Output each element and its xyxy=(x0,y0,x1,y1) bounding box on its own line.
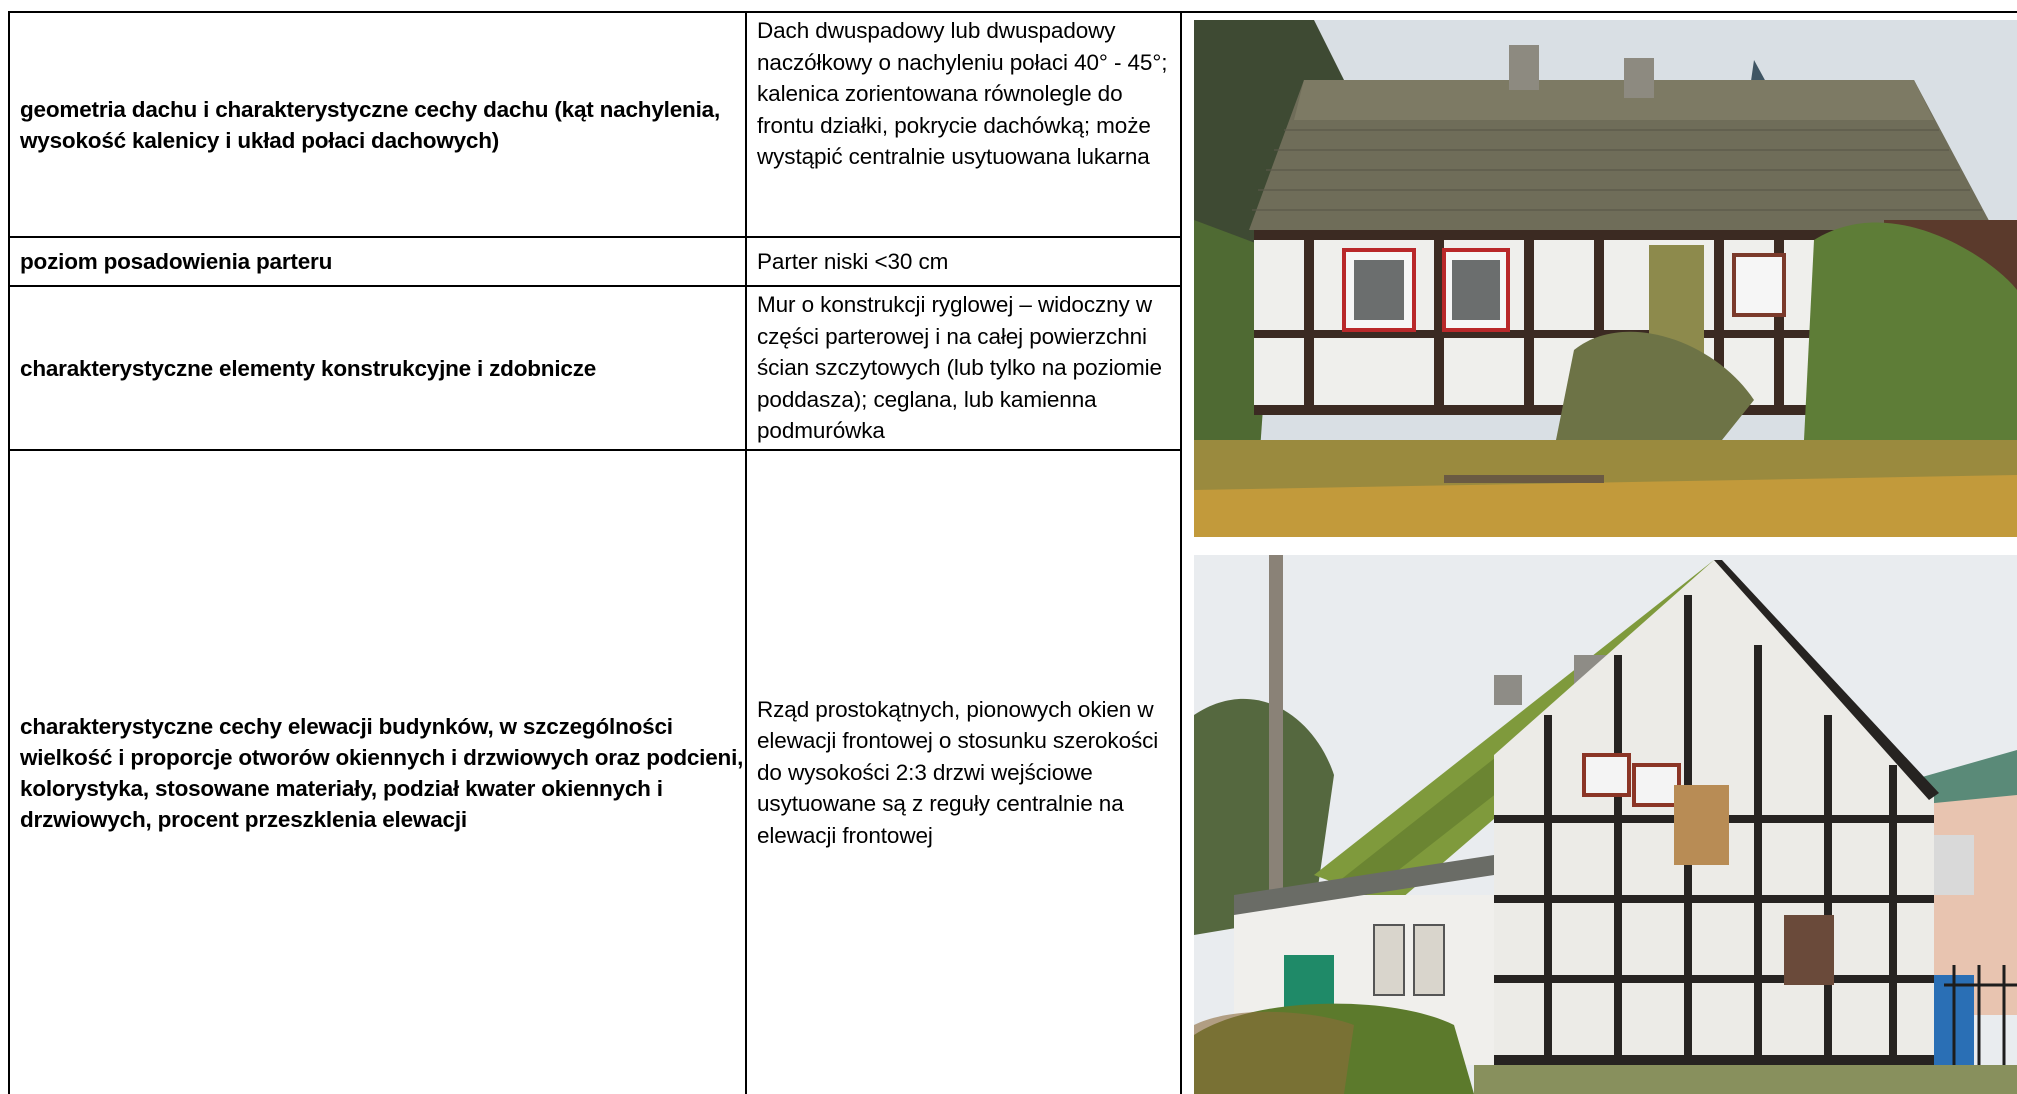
value-elevation-features xyxy=(747,451,1180,1094)
value-text: Mur o konstrukcji ryglowej – widoczny w części parterowej i na całej powierzchni ścian szczytowych (lub tylko na poziomie poddasza); ceglana, lub kamienna podmurówka xyxy=(757,292,1162,443)
label-text: charakterystyczne cechy elewacji budynków, w szczególności wielkość i proporcje otworów okiennych i drzwiowych oraz podcieni, kolorystyka, stosowane materiały, podział kwater okiennych i drzwiowych, procent przeszklenia elewacji xyxy=(20,713,744,832)
label-text: geometria dachu i charakterystyczne cechy dachu (kąt nachylenia, wysokość kalenicy i układ połaci dachowych) xyxy=(20,96,720,153)
half-timbered-cottage-front-photo xyxy=(1194,20,2017,537)
column-divider-2 xyxy=(1180,11,1182,1094)
value-text: Parter niski <30 cm xyxy=(757,248,949,274)
value-ground-floor-level xyxy=(747,238,1180,285)
label-text: poziom posadowienia parteru xyxy=(20,249,333,274)
value-text: Rząd prostokątnych, pionowych okien w elewacji frontowej o stosunku szerokości do wysokości 2:3 drzwi wejściowe usytuowane są z reguły centralnie na elewacji frontowej xyxy=(757,696,1159,848)
label-text: charakterystyczne elementy konstrukcyjne i zdobnicze xyxy=(20,355,597,381)
value-roof-geometry xyxy=(747,13,1180,236)
half-timbered-house-gable-photo xyxy=(1194,555,2017,1094)
value-structural-elements xyxy=(747,287,1180,449)
value-text: Dach dwuspadowy lub dwuspadowy naczółkowy o nachyleniu połaci 40° - 45°; kalenica zorientowana równolegle do frontu działki, pokrycie dachówką; może wystąpić centralnie usytuowana lukarna xyxy=(757,18,1168,169)
label-ground-floor-level xyxy=(10,238,745,285)
label-roof-geometry xyxy=(10,13,745,236)
label-elevation-features xyxy=(10,451,745,1094)
label-structural-elements xyxy=(10,287,745,449)
